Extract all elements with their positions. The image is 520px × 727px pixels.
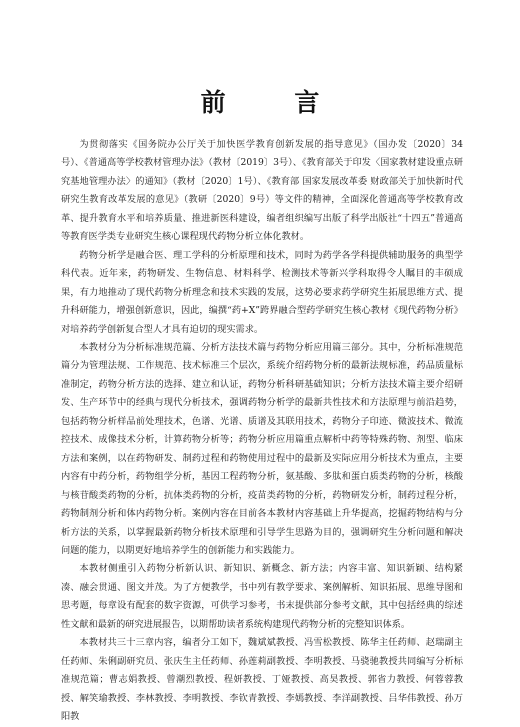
paragraph: 本教材共三十三章内容，编者分工如下，魏斌斌教授、冯雪松教授、陈华主任药师、赵瑞副主任药师、朱俐副研究员、张庆生主任药师、孙莲莉副教授、李明教授、马骁驰教授共同编写分析标准规范篇；曹志娟教授、曾潮烈教授、程妍教授、丁娅教授、高昊教授、郭省力教授、何蓉蓉教授、解笑瑜教授、李林教授、李明教授、李钦青教授、李嫣教授、李洋副教授、吕华伟教授、孙万阳教 (61, 637, 463, 723)
paragraph: 本教材分为分析标准规范篇、分析方法技术篇与药物分析应用篇三部分。其中，分析标准规范篇分为管理法规、工作规范、技术标准三个层次，系统介绍药物分析的最新法规标准，药品质量标准制定，药物分析方法的选择、建立和认证，药物分析科研基础知识；分析方法技术篇主要介绍研发、生产环节中的经典与现代分析技术，强调药物分析学的最新共性技术和方法原理与前沿趋势，包括药物分析样品前处理技术，色谱、光谱、质谱及其联用技术，药物分子印迹、微波技术、微流控技术、成像技术分析，计算药物分析等；药物分析应用篇重点解析中药等特殊药物、剂型、临床方法和案例，以在药物研发、制药过程和药物使用过程中的最新及实际应用分析技术为重点，主要内容有中药分析，药物组学分析，基因工程药物分析，氨基酸、多肽和蛋白质类药物的分析，核酸与核苷酸类药物的分析，抗体类药物的分析，疫苗类药物的分析，药物研发分析，制药过程分析，药物制剂分析和体内药物分析。案例内容在目前各本教材内容基础上升华提高，挖掘药物结构与分析方法的关系，以掌握最新药物分析技术原理和引导学生思路为目的，强调研究生分析问题和解决问题的能力，以期更好地培养学生的创新能力和实践能力。 (61, 341, 463, 556)
paragraph: 本教材侧重引入药物分析新认识、新知识、新概念、新方法；内容丰富、知识新颖、结构紧凑、融会贯通、图文并茂。为了方便教学，书中列有教学要求、案例解析、知识拓展、思维导图和思考题，每章设有配套的数字资源，可供学习参考，书末提供部分参考文献，其中包括经典的综述性文献和最新的研究进展报告，以期帮助读者系统构建现代药物分析的完整知识体系。 (61, 563, 463, 630)
paragraph: 药物分析学是融合医、理工学科的分析原理和技术，同时为药学各学科提供辅助服务的典型学科代表。近年来，药物研发、生物信息、材料科学、检测技术等新兴学科取得令人瞩目的丰硕成果，有力地推动了现代药物分析理念和技术实践的发展，这势必要求药学研究生拓展思维方式、提升科研能力，增强创新意识，因此，编撰“药+X”跨界融合型药学研究生核心教材《现代药物分析》对培养药学创新复合型人才具有迫切的现实需求。 (61, 249, 463, 335)
preface-body (61, 136, 463, 727)
paragraph: 为贯彻落实《国务院办公厅关于加快医学教育创新发展的指导意见》（国办发〔2020〕34号）、《普通高等学校教材管理办法》（教材〔2019〕3号）、《教育部关于印发〈国家教材建设重点研究基地管理办法〉的通知》（教材〔2020〕1号）、《教育部 国家发展改革委 财政部关于加快新时代研究生教育改革发展的意见》（教研〔2020〕9号）等文件的精神，全面深化普通高等学校教育改革、提升教育水平和培养质量、推进新医科建设，编者组织编写出版了科学出版社“十四五”普通高等教育医学类专业研究生核心课程现代药物分析立体化教材。 (61, 139, 463, 243)
preface-title: 前 言 (200, 88, 350, 117)
